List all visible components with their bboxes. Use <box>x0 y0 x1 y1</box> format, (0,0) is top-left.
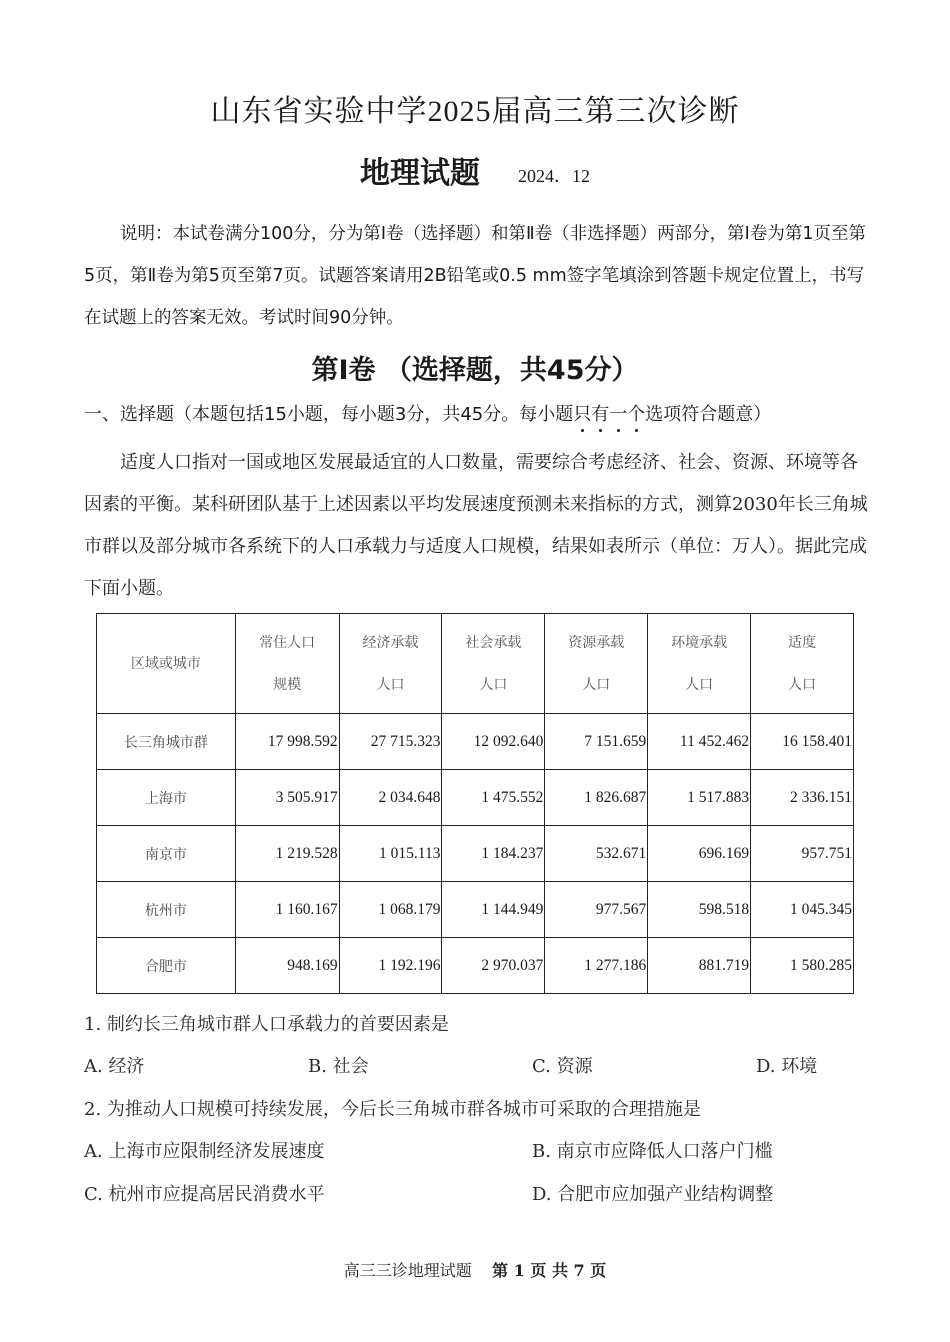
column-header <box>97 614 236 714</box>
page-footer <box>0 1258 950 1281</box>
value-cell: 977.567 <box>545 882 648 938</box>
emphasis-char: 一 <box>609 404 628 425</box>
question-2-option-d[interactable]: D. 合肥市应加强产业结构调整 <box>532 1184 774 1205</box>
region-cell: 合肥市 <box>97 938 236 994</box>
emphasis-char: 只 <box>573 404 592 425</box>
value-cell: 27 715.323 <box>339 714 442 770</box>
value-cell: 1 219.528 <box>235 826 339 882</box>
region-cell: 上海市 <box>97 770 236 826</box>
column-header-text: 资源承载 <box>568 634 625 651</box>
value-cell: 17 998.592 <box>235 714 339 770</box>
exam-instructions: 说明：本试卷满分100分，分为第Ⅰ卷（选择题）和第Ⅱ卷（非选择题）两部分，第Ⅰ卷为第1页至第5页，第Ⅱ卷为第5页至第7页。试题答案请用2B铅笔或0.5 mm签字笔填涂到答题卡规定位置上，书写在试题上的答案无效。考试时间90分钟。 <box>84 224 866 328</box>
value-cell: 1 475.552 <box>442 770 545 826</box>
subject-title-line <box>0 148 950 192</box>
question-2-stem: 2. 为推动人口规模可持续发展，今后长三角城市群各城市可采取的合理措施是 <box>84 1099 701 1120</box>
column-header-text: 规模 <box>273 676 302 693</box>
table-row <box>97 714 854 770</box>
question-1-option-d[interactable]: D. 环境 <box>756 1056 818 1077</box>
table-header-row <box>97 614 854 714</box>
value-cell: 1 517.883 <box>648 770 751 826</box>
value-cell: 12 092.640 <box>442 714 545 770</box>
value-cell: 598.518 <box>648 882 751 938</box>
column-header <box>235 614 339 714</box>
value-cell: 1 192.196 <box>339 938 442 994</box>
value-cell: 696.169 <box>648 826 751 882</box>
value-cell: 1 068.179 <box>339 882 442 938</box>
question-1-option-b[interactable]: B. 社会 <box>308 1056 369 1077</box>
question-2-option-c[interactable]: C. 杭州市应提高居民消费水平 <box>84 1184 325 1205</box>
value-cell: 1 015.113 <box>339 826 442 882</box>
material-passage: 适度人口指对一国或地区发展最适宜的人口数量，需要综合考虑经济、社会、资源、环境等各因素的平衡。某科研团队基于上述因素以平均发展速度预测未来指标的方式，测算2030年长三角城市群以及部分城市各系统下的人口承载力与适度人口规模，结果如表所示（单位：万人）。据此完成下面小题。 <box>84 452 868 599</box>
column-header <box>648 614 751 714</box>
value-cell: 1 184.237 <box>442 826 545 882</box>
value-cell: 957.751 <box>751 826 854 882</box>
column-header-text: 人口 <box>685 676 714 693</box>
question-1-option-c[interactable]: C. 资源 <box>532 1056 593 1077</box>
value-cell: 948.169 <box>235 938 339 994</box>
part-heading-suffix: 选项符合题意） <box>645 404 772 425</box>
question-2-option-b[interactable]: B. 南京市应降低人口落户门槛 <box>532 1141 773 1162</box>
value-cell: 2 034.648 <box>339 770 442 826</box>
value-cell: 1 144.949 <box>442 882 545 938</box>
question-1-stem: 1. 制约长三角城市群人口承载力的首要因素是 <box>84 1014 449 1035</box>
value-cell: 1 045.345 <box>751 882 854 938</box>
value-cell: 2 970.037 <box>442 938 545 994</box>
part-heading-prefix: 一、选择题（本题包括15小题，每小题3分，共45分。每小题 <box>84 404 574 425</box>
value-cell: 1 277.186 <box>545 938 648 994</box>
value-cell: 16 158.401 <box>751 714 854 770</box>
part-heading <box>84 400 771 426</box>
column-header <box>545 614 648 714</box>
column-header-text: 区域或城市 <box>130 655 201 672</box>
column-header-text: 社会承载 <box>465 634 522 651</box>
value-cell: 1 580.285 <box>751 938 854 994</box>
emphasis-char: 有 <box>591 404 610 425</box>
table-row <box>97 826 854 882</box>
column-header <box>339 614 442 714</box>
column-header-text: 经济承载 <box>362 634 419 651</box>
value-cell: 11 452.462 <box>648 714 751 770</box>
table-row <box>97 938 854 994</box>
value-cell: 7 151.659 <box>545 714 648 770</box>
footer-exam-name: 高三三诊地理试题 <box>343 1261 472 1280</box>
subject-title: 地理试题 <box>360 156 480 191</box>
column-header-text: 人口 <box>376 676 405 693</box>
region-cell: 杭州市 <box>97 882 236 938</box>
section-title: 第Ⅰ卷 （选择题，共45分） <box>311 355 639 386</box>
column-header <box>751 614 854 714</box>
column-header <box>442 614 545 714</box>
region-cell: 南京市 <box>97 826 236 882</box>
table-row <box>97 770 854 826</box>
question-2-option-a[interactable]: A. 上海市应限制经济发展速度 <box>84 1141 325 1162</box>
value-cell: 1 826.687 <box>545 770 648 826</box>
table-row <box>97 882 854 938</box>
column-header-text: 人口 <box>479 676 508 693</box>
exam-date: 2024．12 <box>518 165 590 186</box>
emphasis-char: 个 <box>627 404 646 425</box>
value-cell: 881.719 <box>648 938 751 994</box>
column-header-text: 人口 <box>788 676 817 693</box>
footer-page-number: 第 1 页 共 7 页 <box>492 1261 607 1280</box>
exam-school-title: 山东省实验中学2025届高三第三次诊断 <box>210 95 740 128</box>
value-cell: 532.671 <box>545 826 648 882</box>
value-cell: 3 505.917 <box>235 770 339 826</box>
region-cell: 长三角城市群 <box>97 714 236 770</box>
column-header-text: 环境承载 <box>671 634 728 651</box>
value-cell: 1 160.167 <box>235 882 339 938</box>
column-header-text: 适度 <box>788 634 817 651</box>
column-header-text: 人口 <box>582 676 611 693</box>
value-cell: 2 336.151 <box>751 770 854 826</box>
population-table <box>96 613 854 994</box>
question-1-option-a[interactable]: A. 经济 <box>84 1056 145 1077</box>
column-header-text: 常住人口 <box>259 634 316 651</box>
